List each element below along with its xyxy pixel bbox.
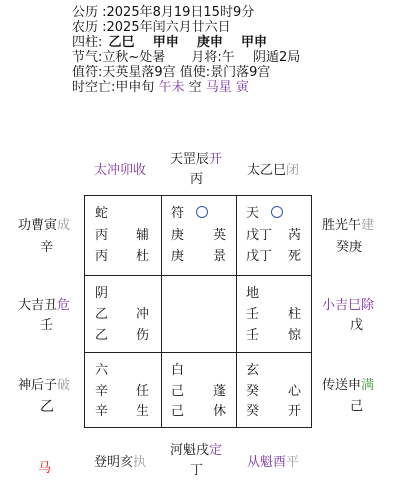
palace-god: 玄: [246, 363, 260, 378]
shikong-yin: 寅: [231, 80, 249, 95]
outer-right-top-gan: 癸庚: [336, 240, 363, 255]
outer-bottom-mid: 河魁戌定: [170, 443, 223, 458]
palace-9: [161, 195, 236, 275]
outer-right-mid: 小吉巳除: [322, 298, 375, 313]
palace-door: 景: [213, 249, 227, 264]
palace-star: 英: [213, 228, 227, 243]
palace-star: 辅: [136, 228, 150, 243]
palace-tian-gan: 己: [171, 384, 185, 399]
outer-left-bot-gan: 乙: [40, 399, 54, 415]
outer-right-mid-gan: 戊: [350, 318, 364, 333]
yuejiang: 月将:午: [191, 50, 235, 65]
palace-star: 芮: [288, 228, 302, 243]
palace-star: 蓬: [213, 384, 227, 399]
circle-icon: [196, 206, 208, 218]
palace-6: [236, 352, 311, 427]
grid-line: [311, 195, 312, 428]
zhifu-line: 值符:天英星落9宫 值使:景门落9宫: [72, 65, 271, 80]
outer-top-mid: 天罡辰开: [170, 152, 223, 167]
palace-door: 休: [213, 404, 227, 419]
shikong-ma: 马星: [205, 80, 232, 95]
palace-tian-gan: 壬: [246, 307, 260, 322]
outer-bottom-mid-gan: 丁: [190, 463, 204, 478]
outer-left-bot: 神后子破: [18, 378, 71, 393]
palace-god: 天: [246, 206, 283, 222]
outer-top-left: 太冲卯收: [94, 163, 147, 178]
palace-di-gan: 乙: [95, 328, 109, 343]
grid-line: [84, 427, 312, 428]
palace-di-gan: 癸: [246, 404, 260, 419]
palace-tian-gan: 丙: [95, 228, 109, 243]
palace-god: 地: [246, 286, 260, 301]
outer-left-top: 功曹寅成: [18, 218, 71, 233]
palace-door: 死: [288, 249, 302, 264]
outer-top-right: 太乙巳闭: [247, 163, 300, 178]
palace-di-gan: 戊丁: [246, 249, 273, 264]
palace-7: [236, 275, 311, 352]
shikong-mid: 空: [184, 80, 206, 95]
palace-4: [84, 195, 161, 275]
palace-god: 蛇: [95, 206, 109, 221]
outer-top-mid-gan: 丙: [190, 172, 204, 187]
sizhu-line: [72, 35, 267, 50]
palace-god: 符: [171, 206, 208, 222]
palace-tian-gan: 庚: [171, 228, 185, 243]
outer-left-mid: 大吉丑危: [18, 298, 71, 313]
palace-5: [161, 275, 236, 352]
nongli-line: 农历 :2025年闰六月廿六日: [72, 20, 231, 35]
palace-star: 柱: [288, 307, 302, 322]
jieqi-range: 节气:立秋~处暑: [72, 50, 166, 65]
sizhu-label: 四柱:: [72, 35, 103, 50]
palace-god: 阴: [95, 286, 109, 301]
palace-door: 惊: [288, 328, 302, 343]
outer-right-bot-gan: 己: [350, 399, 364, 414]
palace-tian-gan: 癸: [246, 384, 260, 399]
dun-ju: 阴遁2局: [252, 50, 301, 65]
palace-di-gan: 辛: [95, 404, 109, 419]
palace-di-gan: 庚: [171, 249, 185, 264]
palace-2: [236, 195, 311, 275]
palace-door: 生: [136, 404, 150, 419]
outer-bottom-right: 从魁酉平: [247, 455, 300, 470]
palace-8: [84, 352, 161, 427]
outer-left-top-gan: 辛: [40, 240, 54, 255]
nine-palace-grid: [84, 195, 312, 428]
palace-tian-gan: 辛: [95, 384, 109, 399]
shikong-wu: 午未: [158, 80, 185, 95]
outer-bottom-ma: 马: [38, 461, 52, 476]
palace-di-gan: 己: [171, 404, 185, 419]
shikong-line: [72, 80, 249, 95]
circle-icon: [271, 206, 283, 218]
outer-bottom-left: 登明亥执: [94, 455, 147, 470]
outer-right-top: 胜光午建: [322, 218, 375, 233]
palace-di-gan: 丙: [95, 249, 109, 264]
outer-right-bot: 传送申满: [322, 378, 375, 393]
sizhu-month: 甲申: [152, 35, 179, 50]
sizhu-day: 庚申: [196, 35, 223, 50]
palace-god: 白: [171, 363, 185, 378]
palace-star: 冲: [136, 307, 150, 322]
palace-tian-gan: 乙: [95, 307, 109, 322]
palace-star: 任: [136, 384, 150, 399]
palace-tian-gan: 戊丁: [246, 228, 273, 243]
gongli-line: 公历 :2025年8月19日15时9分: [72, 5, 255, 20]
palace-door: 伤: [136, 328, 150, 343]
palace-god: 六: [95, 363, 109, 378]
palace-door: 杜: [136, 249, 150, 264]
shikong-pre: 时空亡:甲申旬: [72, 80, 159, 95]
palace-1: [161, 352, 236, 427]
palace-di-gan: 壬: [246, 328, 260, 343]
palace-3: [84, 275, 161, 352]
palace-star: 心: [288, 384, 302, 399]
sizhu-hour: 甲申: [241, 35, 268, 50]
sizhu-year: 乙巳: [108, 35, 135, 50]
palace-door: 开: [288, 404, 302, 419]
jieqi-line: [72, 50, 300, 65]
outer-left-mid-gan: 壬: [40, 318, 54, 333]
